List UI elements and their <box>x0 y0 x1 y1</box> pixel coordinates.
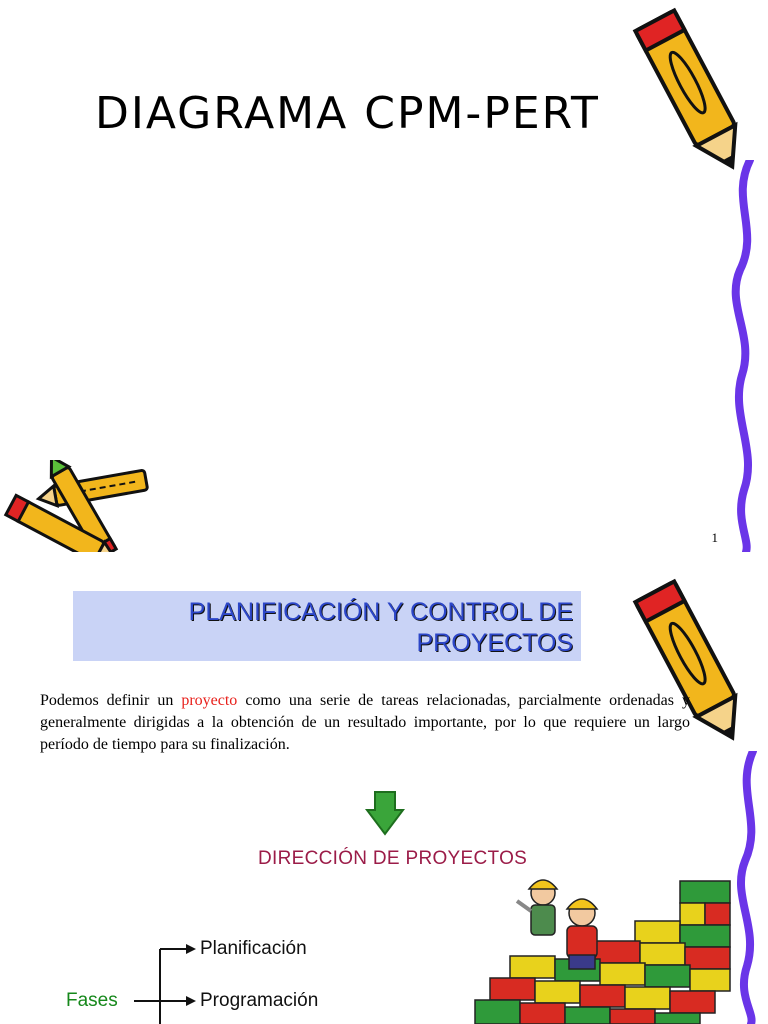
crossed-pencils-icon <box>0 460 155 552</box>
highlighted-word: proyecto <box>181 692 238 709</box>
phase-item: Programación <box>200 990 319 1011</box>
pencil-icon <box>630 0 760 185</box>
slide-title: DIAGRAMA CPM-PERT <box>95 88 600 139</box>
definition-paragraph <box>40 690 690 756</box>
down-arrow-icon <box>365 790 405 836</box>
page-number: 1 <box>711 530 718 545</box>
slide-2 <box>0 566 768 1024</box>
paragraph-text-start: Podemos definir un <box>40 692 182 709</box>
vine-decoration <box>720 160 768 552</box>
banner-title: PLANIFICACIÓN Y CONTROL DE PROYECTOS <box>188 598 573 657</box>
phase-item: Planificación <box>200 938 307 959</box>
fases-label: Fases <box>66 990 118 1011</box>
branch-connector <box>130 936 200 1024</box>
paragraph-text-end: como una serie de tareas relacionadas, parcialmente ordenadas y generalmente dirigidas a la obtención de un resultado importante, por lo que requiere un largo período de tiempo para su finalización. <box>40 692 690 753</box>
builders-brick-wall-illustration <box>465 871 740 1024</box>
title-banner <box>73 591 581 661</box>
section-heading: DIRECCIÓN DE PROYECTOS <box>258 848 528 869</box>
